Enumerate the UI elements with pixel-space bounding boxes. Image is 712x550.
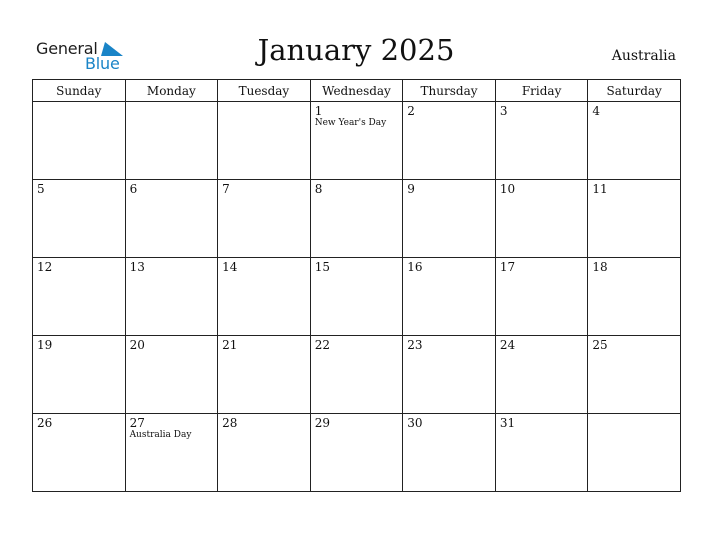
day-number: 28 <box>222 416 238 430</box>
day-number: 4 <box>592 104 601 118</box>
week-row <box>33 414 681 492</box>
week-row <box>33 258 681 336</box>
day-number: 8 <box>314 182 323 196</box>
day-cell <box>495 258 588 336</box>
month-calendar <box>32 79 681 492</box>
logo-blue-text: Blue <box>85 54 120 73</box>
holiday-label: New Year's Day <box>314 118 387 128</box>
weekday-header: Friday <box>495 80 588 102</box>
day-number: 17 <box>499 260 516 274</box>
day-number <box>588 414 680 416</box>
week-row <box>33 102 681 180</box>
weekday-header: Tuesday <box>218 80 311 102</box>
day-number: 5 <box>37 182 45 196</box>
day-cell <box>403 180 496 258</box>
day-cell <box>588 414 681 492</box>
day-cell <box>33 336 126 414</box>
day-cell <box>588 180 681 258</box>
day-cell <box>310 180 403 258</box>
day-cell <box>588 258 681 336</box>
day-cell <box>310 102 403 180</box>
day-cell <box>33 414 126 492</box>
day-cell <box>495 102 588 180</box>
weekday-header: Sunday <box>33 80 126 102</box>
week-row <box>33 180 681 258</box>
day-number: 26 <box>37 416 53 430</box>
day-number: 16 <box>407 260 423 274</box>
day-cell <box>403 102 496 180</box>
day-number: 10 <box>499 182 516 196</box>
day-cell <box>218 336 311 414</box>
country-label: Australia <box>611 48 676 64</box>
day-cell <box>218 180 311 258</box>
day-cell <box>588 336 681 414</box>
day-cell <box>403 414 496 492</box>
day-number: 31 <box>499 416 516 430</box>
day-number: 24 <box>499 338 516 352</box>
day-number <box>33 102 125 104</box>
day-cell <box>125 336 218 414</box>
week-row <box>33 336 681 414</box>
day-cell <box>218 258 311 336</box>
day-cell <box>218 102 311 180</box>
day-cell <box>588 102 681 180</box>
day-number: 7 <box>222 182 230 196</box>
calendar-title: January 2025 <box>257 33 455 67</box>
day-number: 29 <box>314 416 330 430</box>
day-cell <box>125 414 218 492</box>
day-number: 23 <box>407 338 423 352</box>
day-number: 25 <box>592 338 608 352</box>
day-cell <box>403 258 496 336</box>
day-cell <box>33 258 126 336</box>
day-cell <box>33 102 126 180</box>
day-number: 22 <box>314 338 330 352</box>
weekday-header: Saturday <box>588 80 681 102</box>
day-number: 12 <box>37 260 53 274</box>
day-cell <box>125 180 218 258</box>
day-cell <box>33 180 126 258</box>
day-number: 13 <box>129 260 145 274</box>
day-cell <box>125 102 218 180</box>
day-number: 11 <box>592 182 608 196</box>
day-cell <box>310 414 403 492</box>
day-cell <box>495 180 588 258</box>
day-number: 27 <box>129 416 145 430</box>
day-number: 9 <box>407 182 415 196</box>
weekday-header-row <box>33 80 681 102</box>
day-number: 15 <box>314 260 330 274</box>
day-number: 30 <box>407 416 423 430</box>
day-number <box>218 102 310 104</box>
day-cell <box>495 336 588 414</box>
day-cell <box>403 336 496 414</box>
day-cell <box>125 258 218 336</box>
day-number: 21 <box>222 338 238 352</box>
logo-general-text: General <box>36 39 98 58</box>
weekday-header: Monday <box>125 80 218 102</box>
day-number: 3 <box>499 104 508 118</box>
day-number: 14 <box>222 260 238 274</box>
day-number: 2 <box>407 104 415 118</box>
day-cell <box>218 414 311 492</box>
day-cell <box>310 258 403 336</box>
day-cell <box>495 414 588 492</box>
day-number: 1 <box>314 104 323 118</box>
holiday-label: Australia Day <box>129 430 192 440</box>
day-number: 6 <box>129 182 138 196</box>
weekday-header: Thursday <box>403 80 496 102</box>
weekday-header: Wednesday <box>310 80 403 102</box>
day-number: 20 <box>129 338 145 352</box>
day-number: 19 <box>37 338 53 352</box>
day-number: 18 <box>592 260 608 274</box>
day-number <box>126 102 218 104</box>
day-cell <box>310 336 403 414</box>
